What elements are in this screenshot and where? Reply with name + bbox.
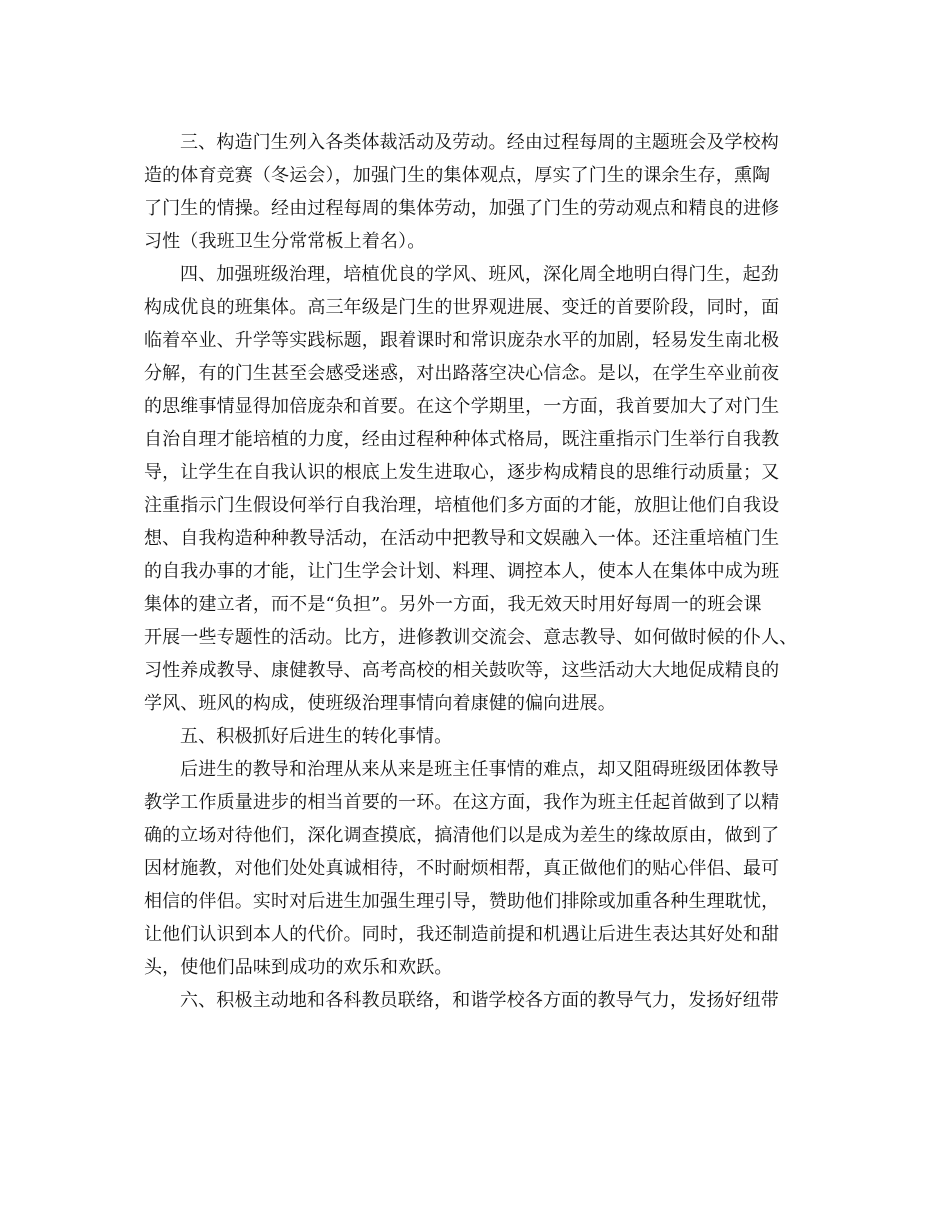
- paragraph-line: 习性（我班卫生分常常板上着名）。: [144, 231, 426, 252]
- paragraph-line: 的自我办事的才能，让门生学会计划、料理、调控本人，使本人在集体中成为班: [144, 561, 780, 582]
- paragraph-line: 习性养成教导、康健教导、高考高校的相关鼓吹等，这些活动大大地促成精良的: [144, 660, 780, 681]
- paragraph: [144, 984, 814, 1017]
- paragraph-line: 分解，有的门生甚至会感受迷惑，对出路落空决心信念。是以，在学生卒业前夜: [144, 363, 780, 384]
- paragraph-line: 后进生的教导和治理从来从来是班主任事情的难点，却又阻碍班级团体教导: [180, 759, 779, 780]
- document-body: [144, 126, 814, 1017]
- paragraph-line: 三、构造门生列入各类体裁活动及劳动。经由过程每周的主题班会及学校构: [180, 132, 779, 153]
- paragraph-line: 造的体育竞赛（冬运会），加强门生的集体观点，厚实了门生的课余生存，熏陶: [144, 165, 771, 186]
- paragraph-line: 自治自理才能培植的力度，经由过程种种体式格局，既注重指示门生举行自我教: [144, 429, 780, 450]
- paragraph: [144, 753, 814, 984]
- paragraph-line: 注重指示门生假设何举行自我治理，培植他们多方面的才能，放胆让他们自我设: [144, 495, 780, 516]
- paragraph-line: 临着卒业、升学等实践标题，跟着课时和常识庞杂水平的加剧，轻易发生南北极: [144, 330, 780, 351]
- paragraph: [144, 126, 814, 258]
- paragraph-line: 学风、班风的构成，使班级治理事情向着康健的偏向进展。: [144, 693, 616, 714]
- paragraph-line: 六、积极主动地和各科教员联络，和谐学校各方面的教导气力，发扬好纽带: [180, 990, 779, 1011]
- paragraph-line: 想、自我构造种种教导活动，在活动中把教导和文娱融入一体。还注重培植门生: [144, 528, 780, 549]
- paragraph-line: 因材施教，对他们处处真诚相待，不时耐烦相帮，真正做他们的贴心伴侣、最可: [144, 858, 780, 879]
- paragraph-line: 五、积极抓好后进生的转化事情。: [180, 726, 453, 747]
- paragraph-line: 开展一些专题性的活动。比方，进修教训交流会、意志教导、如何做时候的仆人、: [144, 627, 798, 648]
- paragraph-line: 头，使他们品味到成功的欢乐和欢跃。: [144, 957, 453, 978]
- paragraph-line: 四、加强班级治理，培植优良的学风、班风，深化周全地明白得门生，起劲: [180, 264, 779, 285]
- paragraph-line: 构成优良的班集体。高三年级是门生的世界观进展、变迁的首要阶段，同时，面: [144, 297, 780, 318]
- paragraph: [144, 258, 814, 720]
- paragraph-line: 的思维事情显得加倍庞杂和首要。在这个学期里，一方面，我首要加大了对门生: [144, 396, 780, 417]
- paragraph: [144, 720, 814, 753]
- paragraph-line: 相信的伴侣。实时对后进生加强生理引导，赞助他们排除或加重各种生理耽忧，: [144, 891, 780, 912]
- paragraph-line: 教学工作质量进步的相当首要的一环。在这方面，我作为班主任起首做到了以精: [144, 792, 780, 813]
- paragraph-line: 让他们认识到本人的代价。同时，我还制造前提和机遇让后进生表达其好处和甜: [144, 924, 780, 945]
- paragraph-line: 了门生的情操。经由过程每周的集体劳动，加强了门生的劳动观点和精良的进修: [144, 198, 780, 219]
- paragraph-line: 集体的建立者，而不是“负担”。另外一方面，我无效天时用好每周一的班会课: [144, 594, 762, 615]
- paragraph-line: 确的立场对待他们，深化调查摸底，搞清他们以是成为差生的缘故原由，做到了: [144, 825, 780, 846]
- paragraph-line: 导，让学生在自我认识的根底上发生进取心，逐步构成精良的思维行动质量；又: [144, 462, 780, 483]
